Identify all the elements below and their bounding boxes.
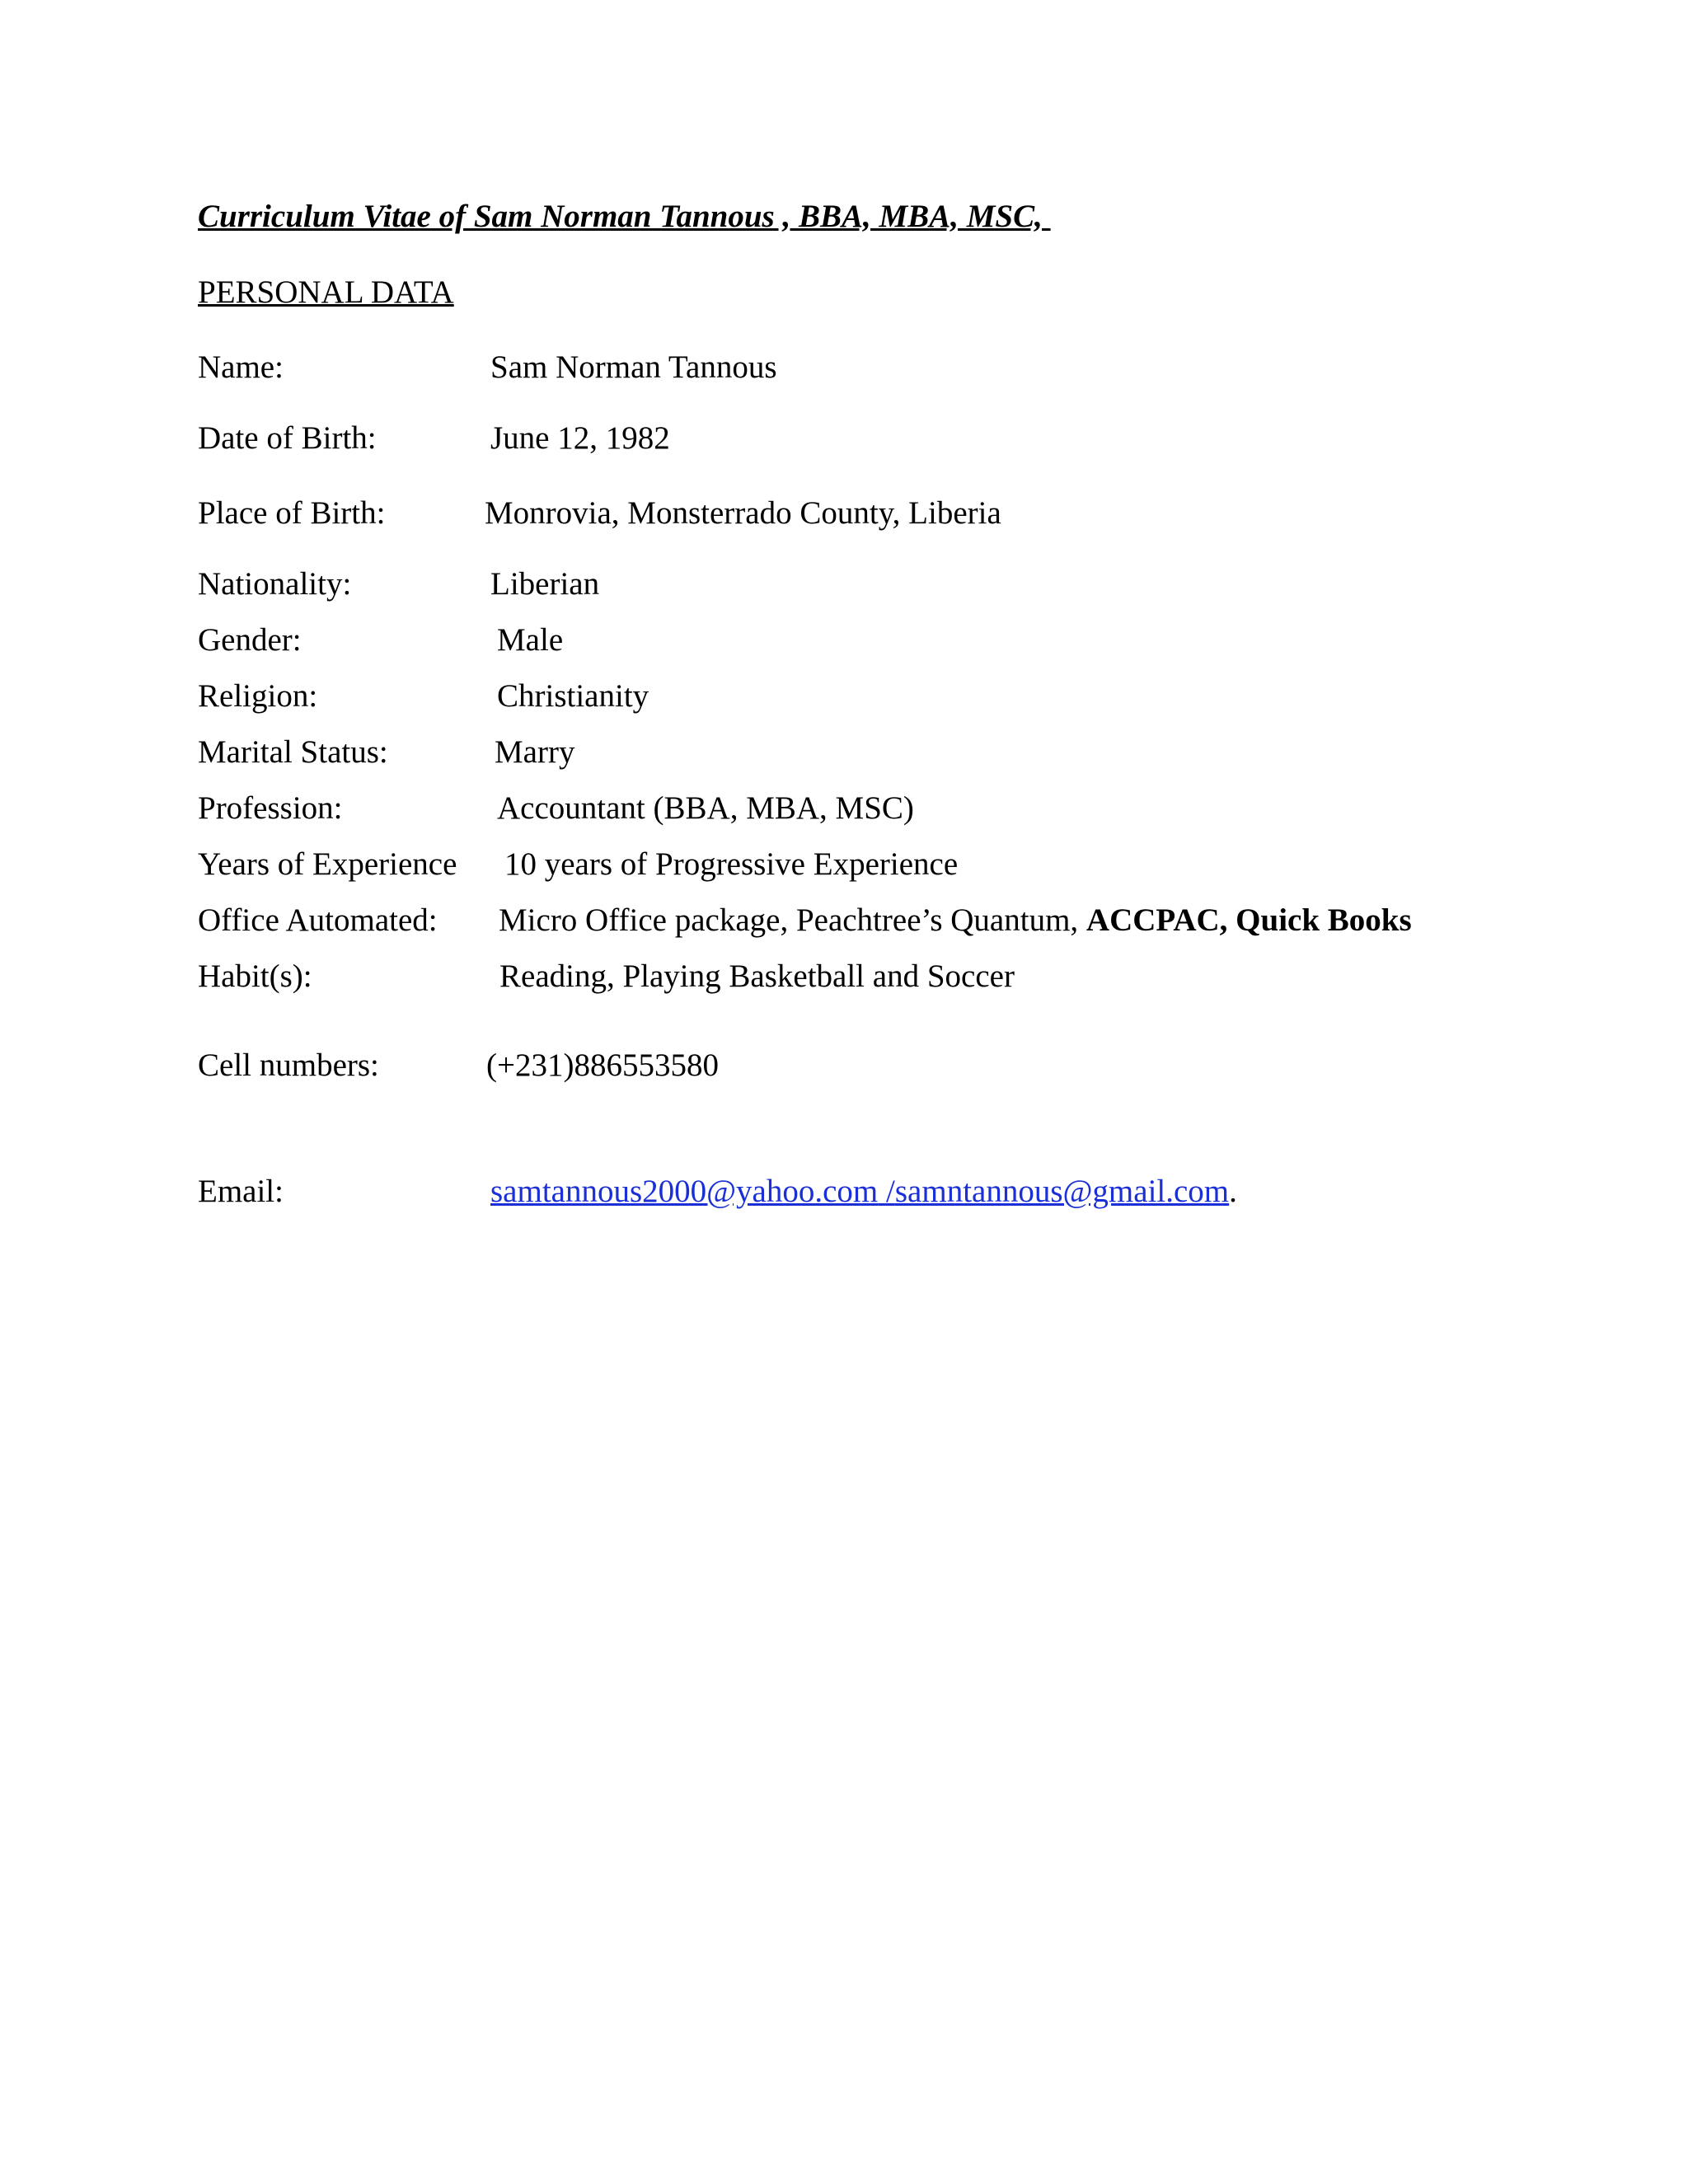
field-cell-label: Cell numbers: <box>198 1047 379 1083</box>
email-link-gmail[interactable]: samntannous@gmail.com <box>894 1174 1230 1209</box>
field-profession <box>0 788 1688 829</box>
field-pob-label: Place of Birth: <box>198 495 386 531</box>
field-dob-label: Date of Birth: <box>198 420 377 456</box>
email-separator: / <box>878 1174 895 1209</box>
personal-data-heading: PERSONAL DATA <box>198 274 454 310</box>
field-nationality-label: Nationality: <box>198 566 352 602</box>
field-gender <box>0 620 1688 661</box>
field-email-value <box>490 1171 1237 1212</box>
field-name <box>0 347 1688 388</box>
field-experience-value: 10 years of Progressive Experience <box>504 846 959 882</box>
field-experience-label: Years of Experience <box>198 846 457 882</box>
office-software-bold: ACCPAC, Quick Books <box>1085 902 1412 938</box>
field-profession-value: Accountant (BBA, MBA, MSC) <box>497 790 914 826</box>
field-nationality <box>0 564 1688 605</box>
field-profession-label: Profession: <box>198 790 343 826</box>
field-office-automated <box>0 900 1688 941</box>
field-pob-value: Monrovia, Monsterrado County, Liberia <box>485 495 1001 531</box>
field-gender-label: Gender: <box>198 622 302 658</box>
office-software-list: Micro Office package, Peachtree’s Quantum, <box>499 902 1086 938</box>
email-link-yahoo[interactable]: samtannous2000@yahoo.com <box>490 1174 879 1209</box>
email-trailing-period: . <box>1229 1174 1237 1209</box>
field-marital-status-label: Marital Status: <box>198 734 388 770</box>
field-marital-status-value: Marry <box>495 734 575 770</box>
field-name-label: Name: <box>198 349 284 385</box>
field-name-value: Sam Norman Tannous <box>490 349 777 385</box>
field-experience <box>0 844 1688 885</box>
field-habits <box>0 956 1688 997</box>
field-gender-value: Male <box>497 622 564 658</box>
field-office-automated-value <box>499 900 1412 941</box>
field-nationality-value: Liberian <box>490 566 600 602</box>
field-dob-value: June 12, 1982 <box>490 420 670 456</box>
field-religion <box>0 676 1688 717</box>
field-religion-value: Christianity <box>497 678 649 714</box>
field-marital-status <box>0 732 1688 773</box>
field-habits-value: Reading, Playing Basketball and Soccer <box>499 958 1015 994</box>
field-religion-label: Religion: <box>198 678 318 714</box>
field-cell-value: (+231)886553580 <box>486 1047 719 1083</box>
field-habits-label: Habit(s): <box>198 958 312 994</box>
field-dob <box>0 418 1688 459</box>
field-email-label: Email: <box>198 1174 284 1209</box>
field-pob <box>0 493 1688 534</box>
field-email <box>0 1171 1688 1212</box>
field-office-automated-label: Office Automated: <box>198 902 438 938</box>
cv-title: Curriculum Vitae of Sam Norman Tannous , BBA, MBA, MSC, <box>198 199 1051 234</box>
field-cell <box>0 1045 1688 1086</box>
